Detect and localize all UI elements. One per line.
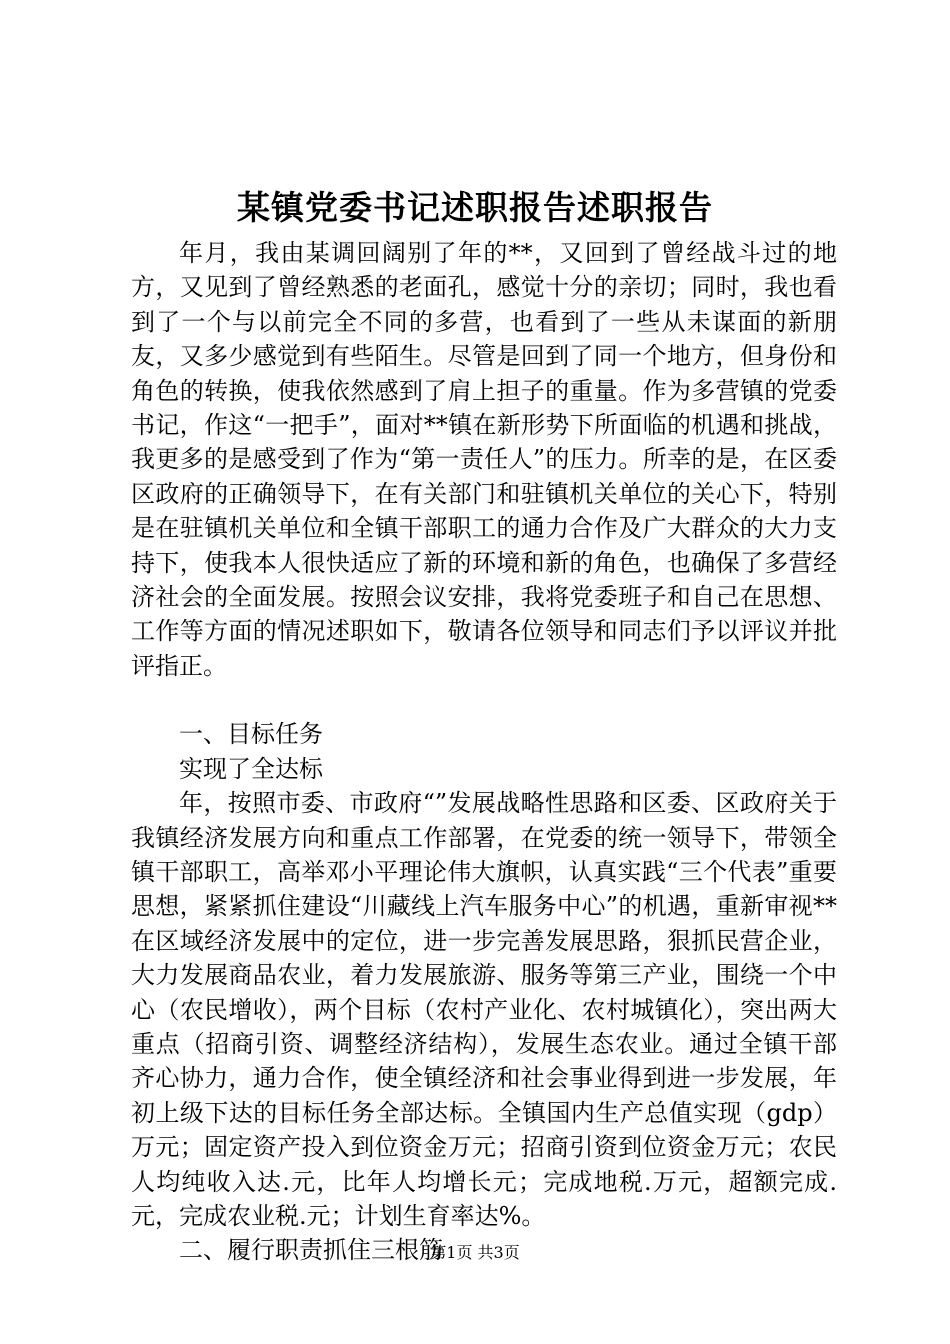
page-number-footer: 第1页 共3页 xyxy=(430,1243,520,1262)
paragraph-intro: 年月，我由某调回阔别了年的**，又回到了曾经战斗过的地方，又见到了曾经熟悉的老面孔，感觉十分的亲切；同时，我也看到了一个与以前完全不同的多营，也看到了一些从未谋面的新朋友，又多少感觉到有些陌生。尽管是回到了同一个地方，但身份和角色的转换，使我依然感到了肩上担子的重量。作为多营镇的党委书记，作这“一把手”，面对**镇在新形势下所面临的机遇和挑战，我更多的是感受到了作为“第一责任人”的压力。所幸的是，在区委区政府的正确领导下，在有关部门和驻镇机关单位的关心下，特别是在驻镇机关单位和全镇干部职工的通力合作及广大群众的大力支持下，使我本人很快适应了新的环境和新的角色，也确保了多营经济社会的全面发展。按照会议安排，我将党委班子和自己在思想、工作等方面的情况述职如下，敬请各位领导和同志们予以评议并批评指正。 xyxy=(131,239,837,680)
document-title: 某镇党委书记述职报告述职报告 xyxy=(237,188,713,227)
paragraph-goals-detail: 年，按照市委、市政府“”发展战略性思路和区委、区政府关于我镇经济发展方向和重点工作部署，在党委的统一领导下，带领全镇干部职工，高举邓小平理论伟大旗帜，认真实践“三个代表”重要思想，紧紧抓住建设“川藏线上汽车服务中心”的机遇，重新审视**在区域经济发展中的定位，进一步完善发展思路，狠抓民营企业，大力发展商品农业，着力发展旅游、服务等第三产业，围绕一个中心（农民增收），两个目标（农村产业化、农村城镇化），突出两大重点（招商引资、调整经济结构），发展生态农业。通过全镇干部齐心协力，通力合作，使全镇经济和社会事业得到进一步发展，年初上级下达的目标任务全部达标。全镇国内生产总值实现（gdp）万元；固定资产投入到位资金万元；招商引资到位资金万元；农民人均纯收入达.元，比年人均增长元；完成地税.万元，超额完成.元，完成农业税.元；计划生育率达%。 xyxy=(131,789,837,1230)
paragraph-spacer xyxy=(131,683,837,717)
section-heading-duties: 二、履行职责抓住三根筋 xyxy=(179,1236,443,1265)
subheading-achievement: 实现了全达标 xyxy=(179,754,323,783)
section-heading-goals: 一、目标任务 xyxy=(179,720,323,749)
document-body xyxy=(131,236,837,1268)
